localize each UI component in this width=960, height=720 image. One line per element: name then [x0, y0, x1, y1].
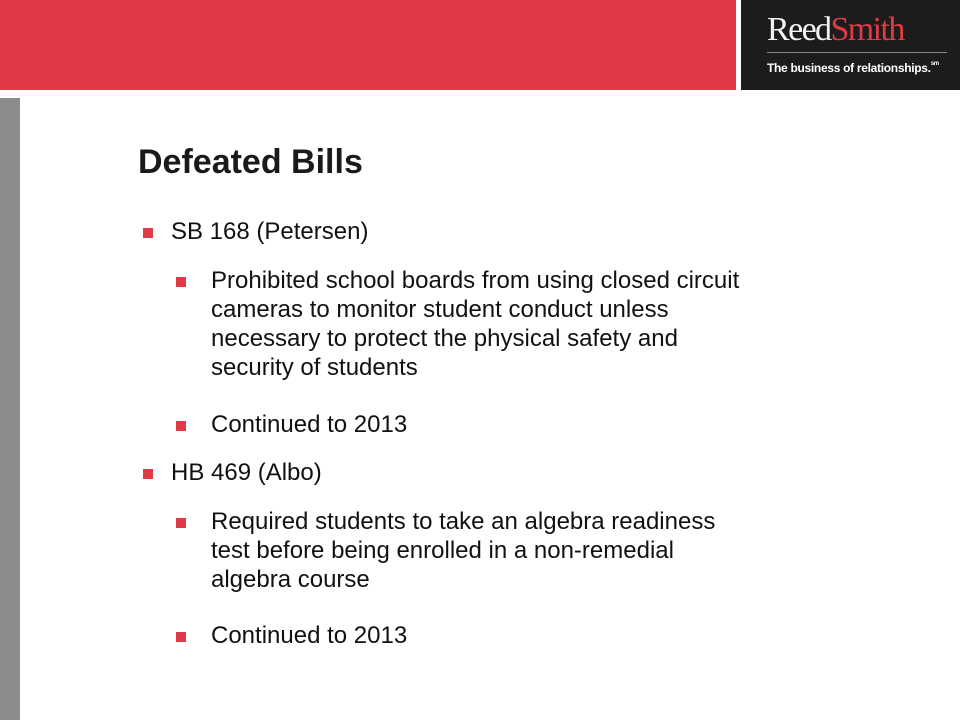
square-bullet-icon — [176, 632, 186, 642]
logo-wordmark — [767, 10, 904, 50]
text-line: Prohibited school boards from using closed circuit — [211, 267, 740, 294]
square-bullet-icon — [143, 228, 153, 238]
bill-item — [143, 217, 368, 246]
bill-item — [143, 458, 322, 487]
logo-tagline-text: The business of relationships. — [767, 61, 931, 75]
logo-tagline — [767, 61, 939, 75]
left-sidebar-stripe — [0, 98, 20, 720]
reedsmith-logo — [741, 0, 960, 90]
bill-detail-text — [211, 507, 926, 594]
logo-trademark: sm — [930, 61, 939, 67]
text-line: Continued to 2013 — [211, 411, 408, 438]
bill-detail-text — [211, 410, 926, 439]
slide-title: Defeated Bills — [138, 143, 363, 181]
text-line: algebra course — [211, 566, 370, 593]
bill-detail-text — [211, 621, 926, 650]
bill-detail-text — [211, 266, 926, 382]
text-line: cameras to monitor student conduct unless — [211, 296, 669, 323]
bill-name: HB 469 (Albo) — [171, 459, 322, 486]
bill-detail — [176, 266, 926, 382]
text-line: necessary to protect the physical safety and — [211, 325, 678, 352]
text-line: Required students to take an algebra readiness — [211, 508, 716, 535]
logo-divider — [767, 52, 947, 53]
bill-detail — [176, 507, 926, 594]
logo-name-reed: Reed — [767, 11, 831, 48]
header-accent-bar — [0, 0, 736, 90]
bill-name: SB 168 (Petersen) — [171, 218, 369, 245]
square-bullet-icon — [176, 277, 186, 287]
square-bullet-icon — [143, 469, 153, 479]
square-bullet-icon — [176, 421, 186, 431]
square-bullet-icon — [176, 518, 186, 528]
text-line: test before being enrolled in a non-remedial — [211, 537, 674, 564]
logo-name-smith: Smith — [830, 11, 904, 48]
text-line: Continued to 2013 — [211, 622, 408, 649]
text-line: security of students — [211, 354, 418, 381]
bill-detail — [176, 621, 926, 650]
bill-detail — [176, 410, 926, 439]
